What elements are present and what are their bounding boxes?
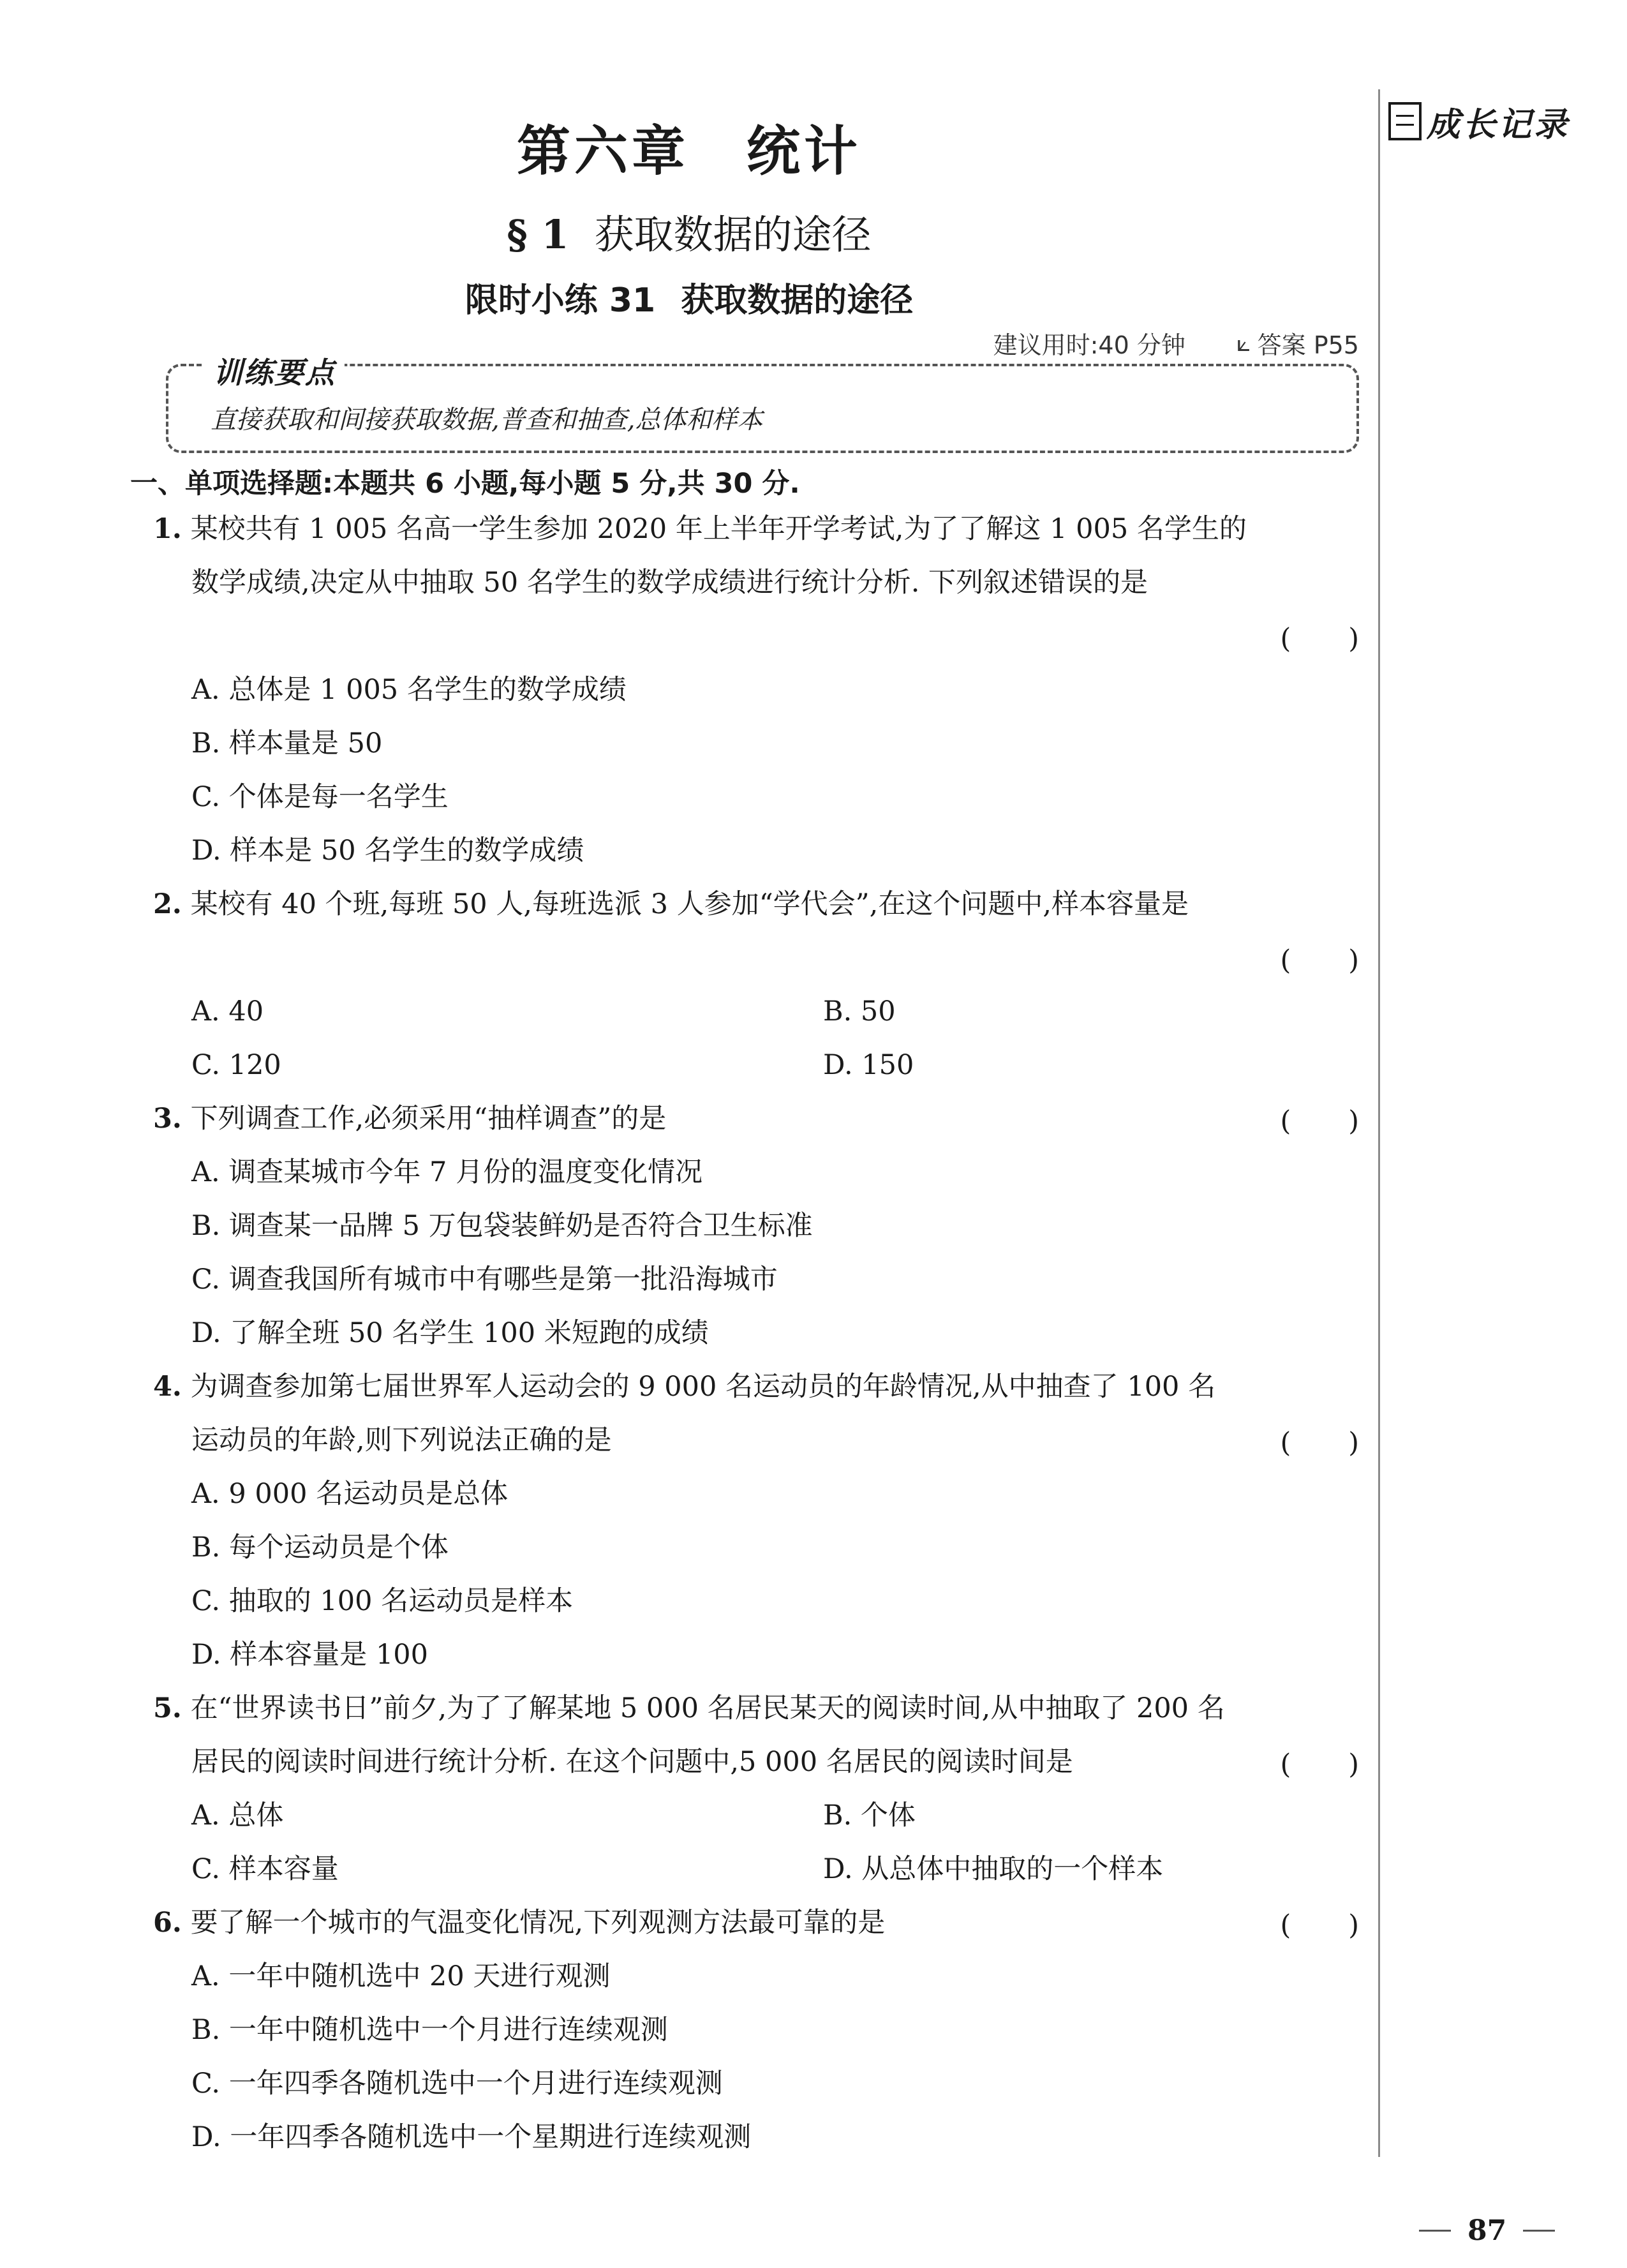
- answer-bracket: ( ): [1280, 623, 1359, 655]
- answer-bracket: ( ): [1280, 944, 1359, 976]
- answer-reference: [1237, 325, 1359, 361]
- question-text: 要了解一个城市的气温变化情况,下列观测方法最可靠的是: [190, 1907, 886, 1939]
- chapter-title: [0, 108, 1378, 186]
- option-a: A. 40: [191, 996, 264, 1027]
- question-text: 某校共有 1 005 名高一学生参加 2020 年上半年开学考试,为了了解这 1 005 名学生的: [190, 513, 1247, 545]
- question-1-line-2: 数学成绩,决定从中抽取 50 名学生的数学成绩进行统计分析. 下列叙述错误的是: [191, 567, 1148, 599]
- option-a: A. 9 000 名运动员是总体: [191, 1478, 509, 1510]
- option-a: A. 一年中随机选中 20 天进行观测: [191, 1960, 611, 1992]
- section-name: 获取数据的途径: [594, 211, 872, 258]
- answer-bracket: ( ): [1280, 1105, 1359, 1137]
- option-d: D. 从总体中抽取的一个样本: [823, 1853, 1164, 1885]
- exercise-name: 获取数据的途径: [681, 281, 914, 320]
- option-b: B. 个体: [823, 1800, 916, 1832]
- chapter-name: 统计: [747, 119, 862, 183]
- question-4-line-2: 运动员的年龄,则下列说法正确的是: [191, 1424, 612, 1456]
- question-number: 2.: [153, 888, 182, 920]
- option-d: D. 了解全班 50 名学生 100 米短跑的成绩: [191, 1317, 709, 1349]
- option-c: C. 个体是每一名学生: [191, 781, 449, 813]
- corner-arrow-icon: ⟀: [1236, 329, 1251, 357]
- growth-record-label: [1388, 96, 1593, 147]
- page-footer: [1419, 2214, 1555, 2247]
- option-c: C. 样本容量: [191, 1853, 339, 1885]
- chapter-number: 第六章: [516, 119, 689, 183]
- option-d: D. 一年四季各随机选中一个星期进行连续观测: [191, 2121, 752, 2153]
- option-b: B. 调查某一品牌 5 万包袋装鲜奶是否符合卫生标准: [191, 1210, 813, 1242]
- question-number: 3.: [153, 1103, 182, 1135]
- option-d: D. 样本是 50 名学生的数学成绩: [191, 835, 584, 867]
- exercise-meta: [993, 325, 1359, 361]
- option-d: D. 样本容量是 100: [191, 1639, 429, 1671]
- option-c: C. 一年四季各随机选中一个月进行连续观测: [191, 2068, 723, 2100]
- sidebar-divider: [1378, 89, 1380, 2157]
- question-3-line-1: [153, 1105, 666, 1133]
- option-a: A. 总体是 1 005 名学生的数学成绩: [191, 674, 627, 706]
- question-5-line-2: 居民的阅读时间进行统计分析. 在这个问题中,5 000 名居民的阅读时间是: [191, 1746, 1073, 1778]
- question-text: 某校有 40 个班,每班 50 人,每班选派 3 人参加“学代会”,在这个问题中,样本容量是: [190, 888, 1189, 920]
- question-text: 为调查参加第七届世界军人运动会的 9 000 名运动员的年龄情况,从中抽查了 100 名: [190, 1371, 1216, 1403]
- question-5-line-1: [153, 1692, 1225, 1724]
- question-number: 5.: [153, 1692, 182, 1724]
- exercise-number: 限时小练 31: [464, 281, 656, 320]
- question-number: 6.: [153, 1907, 182, 1939]
- footer-dash-left: [1419, 2230, 1451, 2232]
- option-c: C. 抽取的 100 名运动员是样本: [191, 1585, 574, 1617]
- option-b: B. 样本量是 50: [191, 727, 383, 759]
- option-b: B. 50: [823, 996, 896, 1027]
- section-number: § 1: [507, 211, 569, 258]
- keypoints-title: 训练要点: [204, 350, 345, 392]
- section-title: [0, 203, 1378, 260]
- option-a: A. 调查某城市今年 7 月份的温度变化情况: [191, 1156, 703, 1188]
- exercise-title: [0, 273, 1378, 321]
- option-b: B. 一年中随机选中一个月进行连续观测: [191, 2014, 668, 2046]
- answer-bracket: ( ): [1280, 1427, 1359, 1459]
- question-2-line-1: [153, 888, 1189, 920]
- option-c: C. 调查我国所有城市中有哪些是第一批沿海城市: [191, 1264, 778, 1295]
- question-text: 下列调查工作,必须采用“抽样调查”的是: [190, 1103, 667, 1135]
- answer-bracket: ( ): [1280, 1749, 1359, 1780]
- question-6-line-1: [153, 1909, 885, 1937]
- suggested-time: 建议用时:40 分钟: [993, 331, 1185, 359]
- answer-page: 答案 P55: [1257, 331, 1359, 359]
- answer-bracket: ( ): [1280, 1909, 1359, 1941]
- question-1-line-1: [153, 513, 1247, 545]
- page-number: 87: [1467, 2214, 1507, 2247]
- option-d: D. 150: [823, 1049, 914, 1081]
- growth-record-text: 成长记录: [1427, 105, 1570, 144]
- training-keypoints-box: [166, 355, 1359, 453]
- footer-dash-right: [1523, 2230, 1555, 2232]
- option-a: A. 总体: [191, 1800, 284, 1832]
- keypoints-text: 直接获取和间接获取数据,普查和抽查,总体和样本: [211, 405, 763, 435]
- question-number: 4.: [153, 1371, 182, 1403]
- question-number: 1.: [153, 513, 182, 545]
- part-heading: 一、单项选择题:本题共 6 小题,每小题 5 分,共 30 分.: [130, 468, 800, 500]
- option-c: C. 120: [191, 1049, 281, 1081]
- question-4-line-1: [153, 1373, 1215, 1401]
- option-b: B. 每个运动员是个体: [191, 1532, 449, 1563]
- question-text: 在“世界读书日”前夕,为了了解某地 5 000 名居民某天的阅读时间,从中抽取了 200 名: [190, 1692, 1225, 1724]
- notebook-icon: [1388, 102, 1422, 140]
